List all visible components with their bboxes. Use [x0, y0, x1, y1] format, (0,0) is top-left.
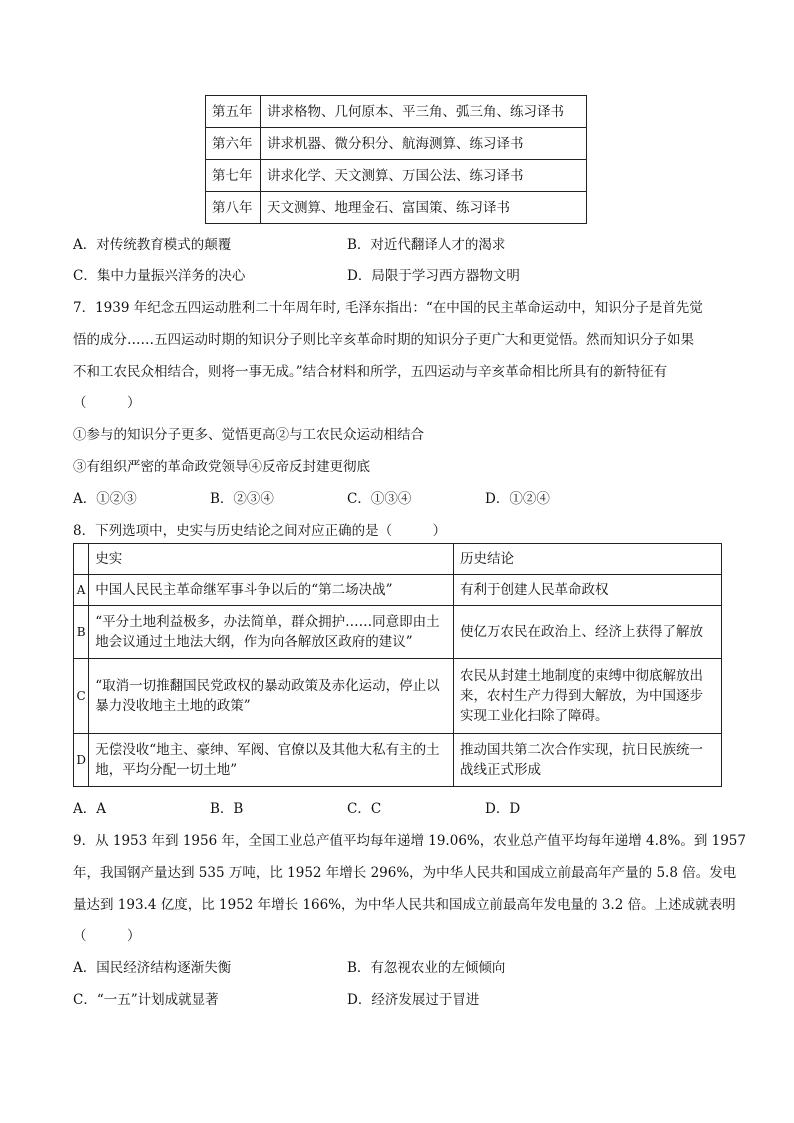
q7-option-c: C．①③④ [347, 491, 412, 507]
q6-option-a: A．对传统教育模式的颠覆 [73, 237, 232, 253]
content-cell: 讲求机器、微分积分、航海测算、练习译书 [261, 128, 587, 160]
content-cell: 天文测算、地理金石、富国策、练习译书 [261, 192, 587, 224]
row-key: A [74, 575, 89, 606]
table-row [206, 160, 587, 192]
year-cell: 第七年 [206, 160, 261, 192]
q7-statement: ③有组织严密的革命政党领导④反帝反封建更彻底 [73, 459, 370, 475]
content-cell: 讲求化学、天文测算、万国公法、练习译书 [261, 160, 587, 192]
q7-statement: ①参与的知识分子更多、觉悟更高②与工农民众运动相结合 [73, 427, 424, 443]
header-cell: 史实 [89, 544, 454, 575]
q7-option-a: A．①②③ [73, 491, 137, 507]
q7-stem-line: 悟的成分……五四运动时期的知识分子则比辛亥革命时期的知识分子更广大和更觉悟。然而知识分子如果 [73, 332, 694, 348]
q9-option-a: A．国民经济结构逐渐失衡 [73, 960, 232, 976]
table-row [74, 659, 722, 734]
table-row [206, 96, 587, 128]
row-key: B [74, 606, 89, 659]
table-row [74, 606, 722, 659]
q6-option-d: D．局限于学习西方器物文明 [347, 268, 520, 284]
header-cell [74, 544, 89, 575]
table-row [206, 192, 587, 224]
fact-cell: 中国人民民主革命继军事斗争以后的“第二场决战” [89, 575, 454, 606]
conclusion-cell: 有利于创建人民革命政权 [454, 575, 722, 606]
row-key: D [74, 734, 89, 787]
q9-stem-line: （ ） [73, 928, 141, 944]
q7-stem-line: 7．1939 年纪念五四运动胜利二十年周年时, 毛泽东指出：“在中国的民主革命运动中，知识分子是首先觉 [73, 300, 703, 316]
q8-stem: 8．下列选项中，史实与历史结论之间对应正确的是（ ） [73, 523, 447, 539]
q7-stem-line: （ ） [73, 395, 141, 411]
fact-cell: “取消一切推翻国民党政权的暴动政策及赤化运动，停止以暴力没收地主土地的政策” [89, 659, 454, 734]
q7-stem-line: 不和工农民众相结合，则将一事无成。”结合材料和所学，五四运动与辛亥革命相比所具有的新特征有 [73, 364, 668, 380]
q9-option-d: D．经济发展过于冒进 [347, 992, 480, 1008]
q9-option-b: B．有忽视农业的左倾倾向 [347, 960, 506, 976]
curriculum-table [205, 95, 587, 224]
table-row [74, 734, 722, 787]
fact-cell: 无偿没收“地主、豪绅、军阀、官僚以及其他大私有主的土地，平均分配一切土地” [89, 734, 454, 787]
q9-stem-line: 年，我国钢产量达到 535 万吨，比 1952 年增长 296%，为中华人民共和国成立前最高年产量的 5.8 倍。发电 [73, 865, 737, 881]
conclusion-cell: 推动国共第二次合作实现，抗日民族统一战线正式形成 [454, 734, 722, 787]
row-key: C [74, 659, 89, 734]
year-cell: 第六年 [206, 128, 261, 160]
q7-option-b: B．②③④ [210, 491, 274, 507]
conclusion-cell: 农民从封建土地制度的束缚中彻底解放出来，农村生产力得到大解放，为中国逐步实现工业化扫除了障碍。 [454, 659, 722, 734]
q9-stem-line: 量达到 193.4 亿度，比 1952 年增长 166%，为中华人民共和国成立前最高年发电量的 3.2 倍。上述成就表明 [73, 897, 736, 913]
fact-conclusion-table [73, 543, 722, 787]
q6-option-b: B．对近代翻译人才的渴求 [347, 237, 506, 253]
year-cell: 第八年 [206, 192, 261, 224]
table-row [74, 575, 722, 606]
fact-cell: “平分土地利益极多，办法简单，群众拥护……同意即由土地会议通过土地法大纲，作为向各解放区政府的建议” [89, 606, 454, 659]
header-cell: 历史结论 [454, 544, 722, 575]
table-row [206, 128, 587, 160]
q9-stem-line: 9．从 1953 年到 1956 年，全国工业总产值平均每年递增 19.06%，农业总产值平均每年递增 4.8%。到 1957 [73, 833, 746, 849]
content-cell: 讲求格物、几何原本、平三角、弧三角、练习译书 [261, 96, 587, 128]
q8-option-c: C．C [347, 801, 382, 817]
q7-option-d: D．①②④ [485, 491, 550, 507]
q8-option-a: A．A [73, 801, 106, 817]
q6-option-c: C．集中力量振兴洋务的决心 [73, 268, 246, 284]
year-cell: 第五年 [206, 96, 261, 128]
q8-option-d: D．D [485, 801, 521, 817]
q8-option-b: B．B [210, 801, 244, 817]
q9-option-c: C．“一五”计划成就显著 [73, 992, 219, 1008]
conclusion-cell: 使亿万农民在政治上、经济上获得了解放 [454, 606, 722, 659]
table-header-row [74, 544, 722, 575]
